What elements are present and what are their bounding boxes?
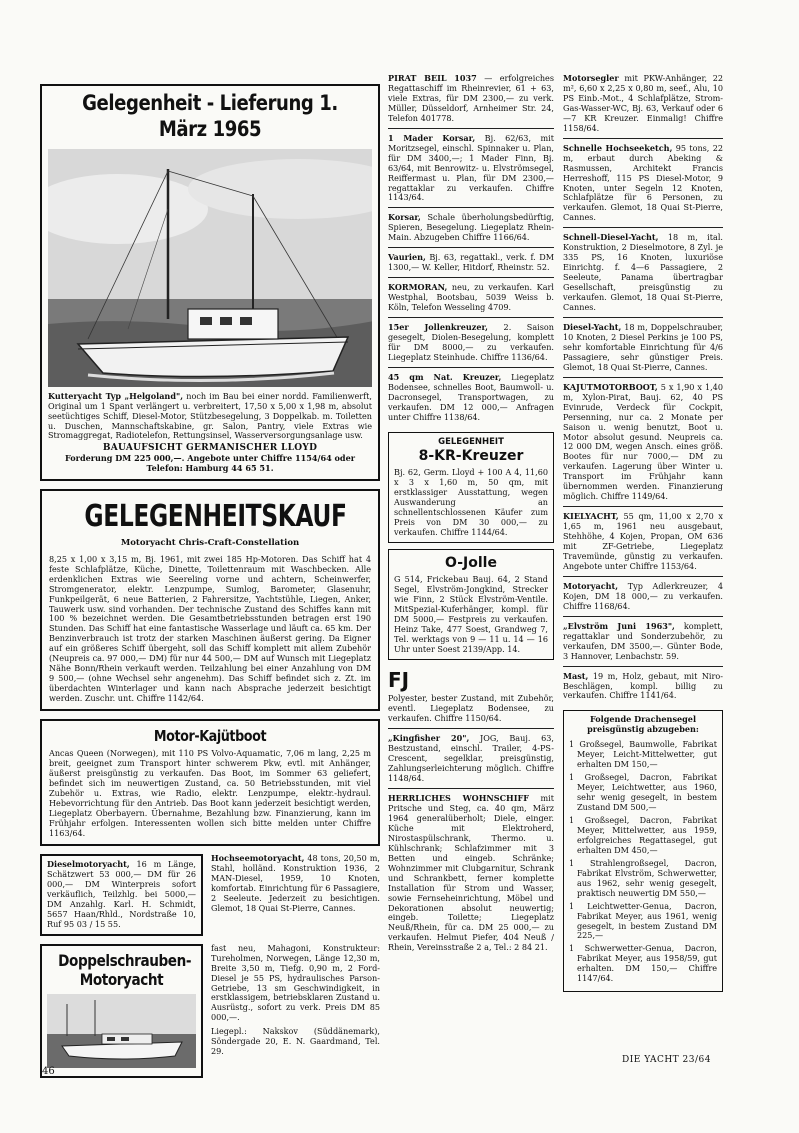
ad-lead: „Kingfisher 20", — [388, 734, 470, 744]
ad-lead: 15er Jollenkreuzer, — [388, 323, 489, 333]
column-right — [563, 74, 723, 998]
classified-ad — [563, 74, 723, 139]
ad-price: Forderung DM 225 000,—. Angebote unter Chiffre 1154/64 oder Telefon: Hamburg 44 65 51. — [64, 453, 356, 474]
doppelschrauben-box — [40, 944, 203, 1078]
ad-text: mit PKW-Anhänger, 22 m², 6,60 x 2,25 x 0,80 m, seef., Alu, 10 PS Einb.-Mot., 4 Schlafplätze, Strom-Gas-Wasser-WC, Bj. 63, Verkauf oder 6—7 KR Kreuzer. Einmalig! Chiffre 1158/64. — [563, 74, 723, 133]
ad-lead: Schnelle Hochseeketch, — [563, 143, 673, 153]
ad-lead: Schnell-Diesel-Yacht, — [563, 233, 659, 243]
ad-lead: KORMORAN, — [388, 283, 448, 293]
ad-headline-2: Motoryacht — [79, 970, 164, 990]
ad-text: Bj. 62/63, mit Moritzsegel, einschl. Spinnaker u. Plan, für DM 3400,—; 1 Mader Finn, Bj. 63/64, mit Benrowitz- u. Elvströmsegel, Reiffermast u. Plan, für DM 2300,— regattaklar zu verkaufen. Chiffre 1143/64. — [388, 133, 554, 203]
classified-ad — [563, 383, 723, 507]
ad-text: Liegeplatz Bodensee, schnelles Boot, Baumwoll- u. Dacronsegel, Transportwagen, zu verkaufen. DM 12 000,— Anfragen unter Chiffre 1138/64. — [388, 372, 554, 422]
ad-8kr-kreuzer — [388, 432, 554, 543]
ad-lead: Motorsegler — [563, 74, 619, 83]
classified-ad — [388, 134, 554, 209]
ad-headline: Folgende Drachensegel preisgünstig abzugeben: — [587, 714, 699, 735]
classified-ad — [563, 233, 723, 318]
ad-text: Bj. 62, Germ. Lloyd + 100 A 4, 11,60 x 3 x 1,60 m, 50 qm, mit erstklassiger Ausstattung, wegen Auswanderung an schnellentschlossenen Käufer zum Preis von DM 30 000,— zu verkaufen. Chiffre 1144/64. — [394, 467, 548, 538]
sail-item: 1 Leichtwetter-Genua, Dacron, Fabrikat Meyer, aus 1961, wenig gesegelt, in bestem Zustand DM 225,— — [569, 900, 717, 941]
ad-headline-1: Doppelschrauben- — [58, 950, 192, 970]
classified-ad — [388, 74, 554, 129]
ad-text: 5 x 1,90 x 1,40 m, Xylon-Pirat, Bauj. 62, 40 PS Evinrude, Verdeck für Cockpit, Persenning, nur ca. 2 Monate per Saison u. wenig benutzt, Boot u. Motor absolut gesund. Neupreis ca. 12 000 DM, wegen Ansch. eines größ. Bootes für nur 7000,— DM zu verkaufen. Lagerung über Winter u. Transport im Frühjahr kann übernommen werden. Finanzierung möglich. Chiffre 1149/64. — [563, 382, 723, 502]
ad-lead: Vaurien, — [388, 253, 426, 263]
ad-headline: 8-KR-Kreuzer — [418, 448, 524, 465]
ad-lead: Hochseemotoryacht, — [211, 853, 305, 864]
ad-doppelschrauben — [40, 944, 380, 1078]
magazine-issue: DIE YACHT 23/64 — [622, 1055, 711, 1065]
ad-body — [48, 392, 372, 442]
doppelschrauben-text — [211, 944, 380, 1078]
motoryacht-illustration — [47, 994, 196, 1068]
ad-lead: Mast, — [563, 671, 589, 681]
ad-text: Ancas Queen (Norwegen), mit 110 PS Volvo-Aquamatic, 7,06 m lang, 2,25 m breit, geeignet zum Transport hinter schwerem Pkw, evtl. mit Anhänger, äußerst preisgünstig zu verkaufen. Das Boot, im Sommer 63 geliefert, befindet sich im neuwertigen Zustand, ca. 50 Betriebsstunden, mit viel Zubehör u. Extras, wie Radio, elektr. Lenzpumpe, elektr.-hydraul. Hebevorrichtung für den Antrieb. Das Boot kann jederzeit besichtigt werden, Liegeplatz Oberbayern. Übernahme, Bezahlung bzw. Finanzierung, kann im Frühjahr erfolgen. Interessenten wollen sich bitte melden unter Chiffre 1163/64. — [49, 748, 371, 839]
ad-lead: PIRAT BEIL 1037 — [388, 74, 477, 83]
classified-ad — [388, 794, 554, 957]
ad-lead: Korsar, — [388, 213, 421, 223]
lloyd-supervision: BAUAUFSICHT GERMANISCHER LLOYD — [102, 443, 318, 454]
ad-text: 95 tons, 22 m, erbaut durch Abeking & Rasmussen, Architekt Francis Herreshoff, 115 PS Diesel-Motor, 9 Knoten, unter Segeln 12 Knoten, Schlafplätze für 6 Personen, zu verkaufen. Glemot, 18 Quai St-Pierre, Cannes. — [563, 143, 723, 223]
ad-lead: Diesel-Yacht, — [563, 322, 622, 332]
ad-lead: 1 Mader Korsar, — [388, 133, 476, 143]
ad-lead: 45 qm Nat. Kreuzer, — [388, 372, 502, 382]
ad-text: 48 tons, 20,50 m, Stahl, holländ. Konstruktion 1936, 2 MAN-Diesel, 1959, 10 Knoten, komfortab. Einrichtung für 6 Passagiere, 2 Seeleute. Jederzeit zu besichtigen. Glemot, 18 Quai St-Pierre, Cannes. — [211, 853, 380, 913]
ad-headline: GELEGENHEITSKAUF — [84, 499, 347, 535]
ad-text: 8,25 x 1,00 x 3,15 m, Bj. 1961, mit zwei 185 Hp-Motoren. Das Schiff hat 4 feste Schlafplätze, Küche, Dinette, Toilettenraum mit Waschbecken. Alle erdenklichen Extras wie Seereling vorne und achtern, Scheinwerfer, Stromgenerator, elektr. Lenzpumpe, Sumlog, Barometer, Glasenuhr, Funkpeilgerät, 6 neue Batterien, 2 Fahrersitze, Yachtstühle, Liegen, Anker, Tauwerk usw. sind vorhanden. Der technische Zustand des Schiffes kann mit 100 % bezeichnet werden. Die Gesamtbetriebsstunden betragen erst 190 Stunden. Das Schiff hat eine fantastische Wasserlage und läuft ca. 65 km. Der Benzinverbrauch ist trotz der starken Maschinen äußerst gering. Da Eigner auf ein größeres Schiff übergeht, soll das Schiff komplett mit allem Zubehör (Neupreis ca. 97 000,— DM) für nur 44 500,— DM auf Wunsch mit Liegeplatz Nähe Bonn/Rhein verkauft werden. Teilzahlung bei einer Anzahlung von DM 9 500,— (ohne Wechsel sehr angenehm). Das Schiff befindet sich z. Zt. im überdachten Winterlager und kann nach Absprache jederzeit besichtigt werden. Zuschr. unt. Chiffre 1142/64. — [49, 553, 371, 704]
classified-ad — [563, 144, 723, 229]
classified-ad — [388, 323, 554, 368]
kutter-yacht-illustration — [48, 149, 372, 387]
page-number: 46 — [42, 1066, 55, 1077]
sail-item: 1 Großsegel, Dacron, Fabrikat Meyer, Mittelwetter, aus 1959, erfolgreiches Regattasegel, gut erhalten DM 450,— — [569, 815, 717, 855]
ad-subtitle: Motoryacht Chris-Craft-Constellation — [120, 538, 300, 549]
ad-fj — [388, 666, 554, 729]
ad-text: neu, zu verkaufen. Karl Westphal, Bootsbau, 5039 Weiss b. Köln, Telefon Wesseling 4709. — [388, 283, 554, 313]
ad-gelegenheitskauf — [40, 489, 380, 711]
ad-kajuetboot — [40, 719, 380, 846]
ad-hochseemotoryacht — [211, 854, 380, 936]
ad-contact: Liegepl.: Nakskov (Süddänemark), Söndergade 20, E. N. Gaardmand, Tel. 29. — [211, 1026, 380, 1057]
ad-text: 18 m, ital. Konstruktion, 2 Dieselmotore, 8 Zyl. je 335 PS, 16 Knoten, luxuriöse Einrichtg. f. 4—6 Passagiere, 2 Seeleute, Panama übertragbar Gesellschaft, preisgünstig zu verkaufen. Glemot, 18 Quai St-Pierre, Cannes. — [563, 233, 723, 313]
ad-helgoland — [40, 84, 380, 481]
ad-text: fast neu, Mahagoni, Konstrukteur: Tureholmen, Norwegen, Länge 12,30 m, Breite 3,50 m, Tiefg. 0,90 m, 2 Ford-Diesel je 55 PS, hydraulisches Parson-Getriebe, 13 sm Geschwindigkeit, in erstklassigem, betriebsklaren Zustand u. Ausrüstg., sofort zu verk. Preis DM 85 000,—. — [211, 942, 380, 1023]
sail-item: 1 Großsegel, Baumwolle, Fabrikat Meyer, Leicht-Mittelwetter, gut erhalten DM 150,— — [569, 739, 717, 770]
ad-ojolle — [388, 549, 554, 660]
ad-text: 18 m, Doppelschrauber, 10 Knoten, 2 Diesel Perkins je 100 PS, sehr komfortable Einrichtung für 4/6 Passagiere, sehr günstiger Preis. Glemot, 18 Quai St-Pierre, Cannes. — [563, 322, 723, 372]
sail-item: 1 Strahlengroßsegel, Dacron, Fabrikat Elvström, Schwerwetter, aus 1962, sehr wenig gesegelt, praktisch neuwertig DM 550,— — [569, 857, 717, 898]
ad-lead: „Elvström Juni 1963", — [563, 621, 675, 631]
ad-text: noch im Bau bei einer nordd. Familienwerft, Original um 1 Spant verlängert u. verbreitert, 17,50 x 5,00 x 1,98 m, absolut seetüchtiges Schiff, Diesel-Motor, Stützbesegelung, 3 Doppelkab. m. Toiletten u. Duschen, Mannschaftskabine, gr. Salon, Pantry, viele Extras wie Stromaggregat, Radiotelefon, Rettungsinsel, Wasserversorgungsanlage usw. — [48, 390, 372, 441]
classified-ad — [388, 373, 554, 427]
classified-ad — [563, 582, 723, 617]
classified-ad — [563, 672, 723, 706]
column-middle — [388, 74, 554, 962]
ad-headline: O-Jolle — [445, 554, 497, 571]
motoryacht-photo — [47, 994, 196, 1068]
ad-text: mit Pritsche und Steg, ca. 40 qm, März 1964 generalüberholt; Diele, einger. Küche mit Elektroherd, Nirostaspülschrank, Thermo. u. Kühlschrank; Schlafzimmer mit 3 Betten und eingeb. Schränke; Wohnzimmer mit Clubgarnitur, Schrank und Schrankbett, ferner komplette Installation für Strom und Wasser, sowie Fernseheinrichtung, Möbel und Dekorationen absolut neuwertig; eingeb. Toilette; Liegeplatz Neuß/Rhein, für ca. DM 25 000,— zu verkaufen. Helmut Piefer, 404 Neuß / Rhein, Vereinsstraße 2 a, Tel.: 2 84 21. — [388, 794, 554, 953]
classified-ad — [563, 512, 723, 577]
sail-item: 1 Schwerwetter-Genua, Dacron, Fabrikat Meyer, aus 1958/59, gut erhalten. DM 150,— Chiffre 1147/64. — [569, 943, 717, 984]
ad-text: Bj. 63, regattakl., verk. f. DM 1300,— W. Keller, Hitdorf, Rheinstr. 52. — [388, 253, 554, 273]
ad-text: G 514, Frickebau Bauj. 64, 2 Stand Segel, Elvström-Jongkind, Strecker wie Finn, 2 Stück Elvström-Ventile. MitSpezial-Kuferhänger, kompl. für DM 5000,— Festpreis zu verkaufen. Heinz Take, 477 Soest, Grandweg 7, Tel. werktags von 9 — 11 u. 14 — 16 Uhr unter Soest 2139/App. 14. — [394, 574, 548, 654]
classified-ad — [388, 283, 554, 318]
ad-text: Schale überholungsbedürftig, Spieren, Besegelung. Liegeplatz Rhein-Main. Abzugeben Chiffre 1166/64. — [388, 213, 554, 243]
classified-ad — [388, 734, 554, 789]
ad-text: 19 m, Holz, gebaut, mit Niro-Beschlägen, kompl. billig zu verkaufen. Chiffre 1141/64. — [563, 671, 723, 701]
ad-text: 16 m Länge, Schätzwert 53 000,— DM für 26 000,— DM Winterpreis sofort verkäuflich, Teilzhlg. bei 5000,— DM Anzahlg. Karl. H. Schmidt, 5657 Haan/Rhld., Nordstraße 10, Ruf 95 03 / 15 55. — [47, 859, 196, 929]
ad-text: komplett, regattaklar und Sonderzubehör, zu verkaufen, DM 3500,—. Günter Bode, 3 Hannover, Lenbachstr. 59. — [563, 621, 723, 661]
classified-ad — [563, 323, 723, 378]
ad-text: 2. Saison gesegelt, Diolen-Besegelung, komplett für DM 8000,— zu verkaufen. Liegeplatz Steinhude. Chiffre 1136/64. — [388, 323, 554, 362]
ad-headline: Motor-Kajütboot — [153, 727, 267, 746]
ad-headline: Gelegenheit - Lieferung 1. März 1965 — [82, 91, 338, 141]
row-two-ads — [40, 854, 380, 936]
ad-dieselmotoryacht — [40, 854, 203, 936]
ad-lead: Dieselmotoryacht, — [47, 859, 130, 870]
boat-photo — [48, 149, 372, 387]
ad-lead: HERRLICHES WOHNSCHIFF — [388, 794, 529, 804]
ad-headline: FJ — [388, 667, 410, 692]
ad-lead: Motoryacht, — [563, 581, 619, 591]
classified-ad — [388, 253, 554, 278]
ad-lead: KIELYACHT, — [563, 512, 619, 522]
ad-text: 55 qm, 11,00 x 2,70 x 1,65 m, 1961 neu ausgebaut, Stehhöhe, 4 Kojen, Propan, OM 636 mit ZF-Getriebe, Liegeplatz Travemünde, günstig zu verkaufen. Angebote unter Chiffre 1153/64. — [563, 512, 723, 571]
ad-text: Typ Adlerkreuzer, 4 Kojen, DM 18 000,— zu verkaufen. Chiffre 1168/64. — [563, 581, 723, 611]
ad-lead: Kutteryacht Typ „Helgoland", — [48, 390, 184, 401]
ad-kicker: GELEGENHEIT — [438, 436, 504, 447]
sail-item: 1 Großsegel, Dacron, Fabrikat Meyer, Leichtwetter, aus 1960, sehr wenig gesegelt, in bestem Zustand DM 500,— — [569, 772, 717, 813]
ad-drachensegel — [563, 710, 723, 992]
ad-text: Polyester, bester Zustand, mit Zubehör, eventl. Liegeplatz Bodensee, zu verkaufen. Chiffre 1150/64. — [388, 693, 554, 724]
classified-list-b1 — [388, 74, 554, 427]
column-left — [40, 74, 380, 1078]
ad-text: JOG, Bauj. 63, Bestzustand, einschl. Trailer, 4-PS-Crescent, segelklar, preisgünstig, Zahlungserleichterung möglich. Chiffre 1148/64. — [388, 734, 554, 784]
ad-lead: KAJÜTMOTORBOOT, — [563, 382, 658, 392]
classified-ad — [563, 622, 723, 667]
classified-ad — [388, 213, 554, 248]
ad-text: — erfolgreiches Regattaschiff im Rheinrevier, 61 + 63, viele Extras, für DM 2300,— zu verk. Müller, Düsseldorf, Arnheimer Str. 24, Telefon 401778. — [388, 74, 554, 123]
